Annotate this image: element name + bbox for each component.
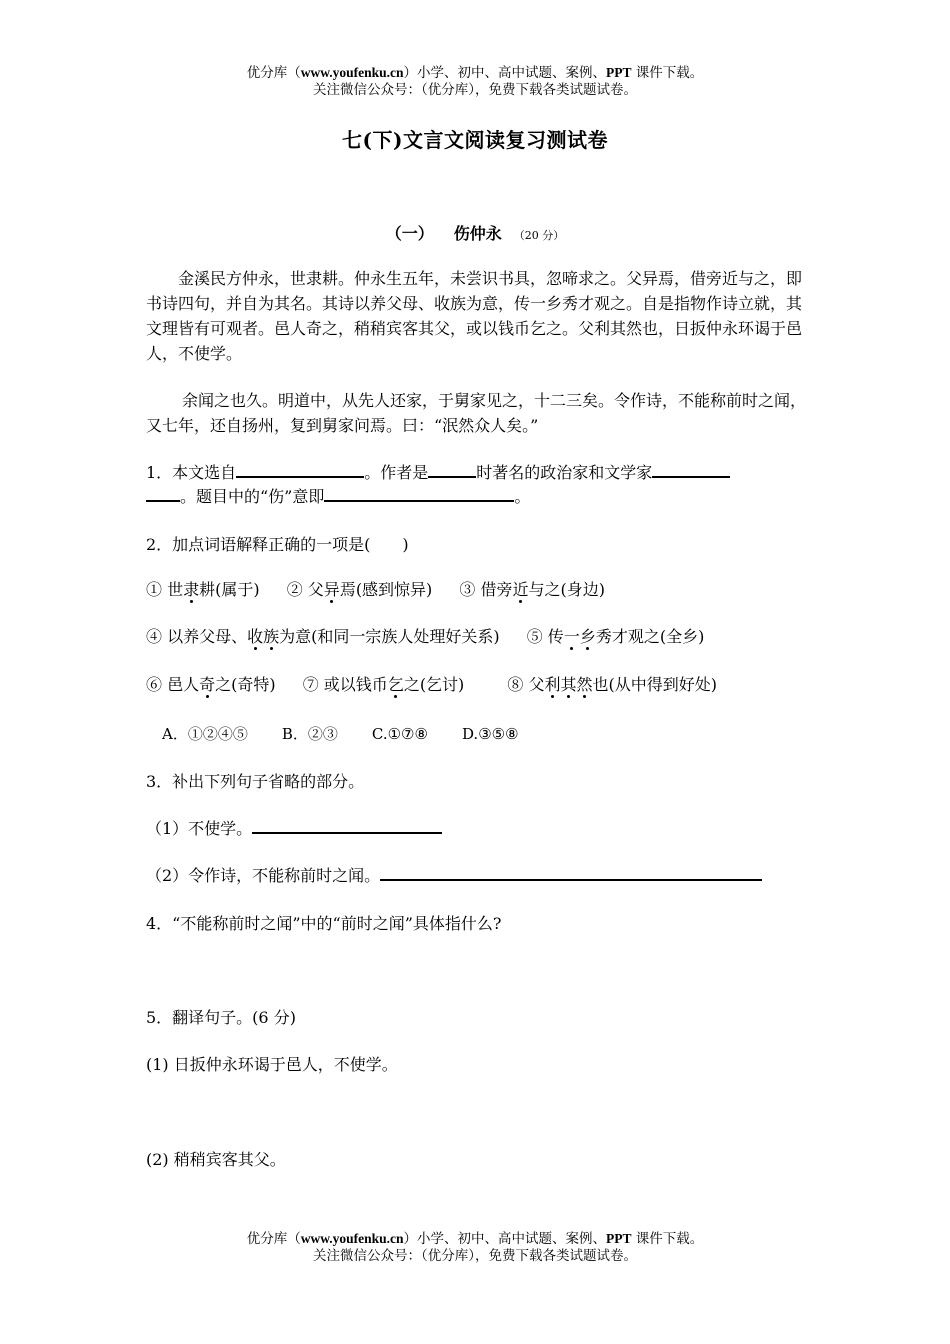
dotted-char: 奇 [199, 675, 216, 694]
q3-text: （2）令作诗，不能称前时之闻。 [146, 866, 381, 885]
question-5-stem: 5．翻译句子。(6 分) [146, 1008, 296, 1027]
section-number: （一） [385, 224, 434, 243]
question-1-line-2 [146, 486, 530, 508]
dotted-char: 一 [563, 627, 580, 646]
q2-items-row-3 [146, 674, 717, 696]
footer-line-2: 关注微信公众号：（优分库），免费下载各类试题试卷。 [313, 1248, 637, 1264]
q2-items-row-2 [146, 626, 704, 648]
footer-text: 优分库（ [246, 1231, 301, 1247]
passage-paragraph-1: 金溪民方仲永，世隶耕。仲永生五年，未尝识书具，忽啼求之。父异焉，借旁近与之，即书诗四句，并自为其名。其诗以养父母、收族为意，传一乡秀才观之。自是指物作诗立就，其文理皆有可观者。邑人奇之，稍稍宾客其父，或以钱币乞之。父利其然也，日扳仲永环谒于邑人，不使学。 [146, 269, 803, 363]
header-ppt: PPT [605, 65, 632, 80]
section-heading [0, 221, 950, 244]
q3-blank-2[interactable] [380, 865, 762, 881]
q2-item-7: ⑦ 或以钱币乞之(乞讨) [302, 675, 465, 694]
header-text: 课件下载。 [631, 65, 704, 81]
page-title: 七(下)文言文阅读复习测试卷 [342, 128, 608, 152]
choice-c[interactable]: C.①⑦⑧ [371, 725, 428, 743]
q5-sentence-1: (1) 日扳仲永环谒于邑人，不使学。 [146, 1055, 398, 1074]
dotted-char: 然 [576, 675, 593, 694]
q1-text: 1．本文选自 [146, 463, 237, 482]
footer-url: www.youfenku.cn [300, 1231, 404, 1246]
header-line-1 [0, 64, 950, 82]
dotted-char: 近 [512, 580, 529, 599]
footer-ppt: PPT [605, 1231, 632, 1246]
header-line-2: 关注微信公众号：（优分库），免费下载各类试题试卷。 [313, 82, 637, 98]
dotted-char: 收 [247, 627, 264, 646]
question-2-stem: 2．加点词语解释正确的一项是( ) [146, 535, 409, 554]
header-text: 优分库（ [246, 65, 301, 81]
q2-item-5: ⑤ 传一乡秀才观之(全乡) [526, 627, 705, 646]
dotted-char: 乞 [387, 675, 404, 694]
q3-blank-1[interactable] [252, 818, 442, 834]
passage-paragraph-2: 余闻之也久。明道中，从先人还家，于舅家见之，十二三矣。令作诗，不能称前时之闻，又七年，还自扬州，复到舅家问焉。曰：“泯然众人矣。” [146, 391, 807, 435]
footer-text: ）小学、初中、高中试题、案例、 [403, 1231, 606, 1247]
site-header [0, 64, 950, 99]
dotted-char: 异 [323, 580, 340, 599]
q3-text: （1）不使学。 [146, 819, 253, 838]
q1-blank-meaning[interactable] [324, 486, 514, 502]
site-footer [0, 1230, 950, 1265]
q2-item-8: ⑧ 父利其然也(从中得到好处) [507, 675, 718, 694]
q1-blank-source[interactable] [236, 462, 364, 478]
question-1 [146, 462, 730, 484]
dotted-char: 隶 [183, 580, 200, 599]
dotted-char: 其 [560, 675, 577, 694]
q2-choices [162, 723, 519, 745]
q1-blank-author-cont[interactable] [146, 486, 180, 502]
question-3-stem: 3．补出下列句子省略的部分。 [146, 772, 365, 791]
q1-text: 。作者是 [364, 463, 429, 482]
section-score: （20 分） [513, 229, 565, 242]
q3-sentence-2 [146, 865, 762, 887]
q1-blank-author[interactable] [652, 462, 730, 478]
q1-blank-era[interactable] [428, 462, 476, 478]
q2-item-6: ⑥ 邑人奇之(奇特) [146, 675, 276, 694]
header-text: ）小学、初中、高中试题、案例、 [403, 65, 606, 81]
choice-a[interactable]: A．①②④⑤ [162, 725, 248, 743]
q2-item-4: ④ 以养父母、收族为意(和同一宗族人处理好关系) [146, 627, 500, 646]
section-name: 伤仲永 [453, 224, 502, 243]
choice-b[interactable]: B．②③ [281, 725, 338, 743]
footer-text: 课件下载。 [631, 1231, 704, 1247]
dotted-char: 乡 [579, 627, 596, 646]
header-url: www.youfenku.cn [300, 65, 404, 80]
footer-line-1 [0, 1230, 950, 1248]
q1-text: 。 [514, 487, 531, 506]
q1-text: 时著名的政治家和文学家 [476, 463, 653, 482]
q3-sentence-1 [146, 818, 442, 840]
q5-sentence-2: (2) 稍稍宾客其父。 [146, 1150, 286, 1169]
choice-d[interactable]: D.③⑤⑧ [461, 725, 519, 743]
dotted-char: 利 [544, 675, 561, 694]
q2-item-1: ① 世隶耕(属于) [146, 580, 260, 599]
q2-items-row-1 [146, 579, 605, 601]
q2-item-3: ③ 借旁近与之(身边) [459, 580, 606, 599]
dotted-char: 族 [263, 627, 280, 646]
q1-text: 。题目中的“伤”意即 [180, 487, 325, 506]
question-4-stem: 4．“不能称前时之闻”中的“前时之闻”具体指什么? [146, 914, 502, 933]
q2-item-2: ② 父异焉(感到惊异) [286, 580, 433, 599]
